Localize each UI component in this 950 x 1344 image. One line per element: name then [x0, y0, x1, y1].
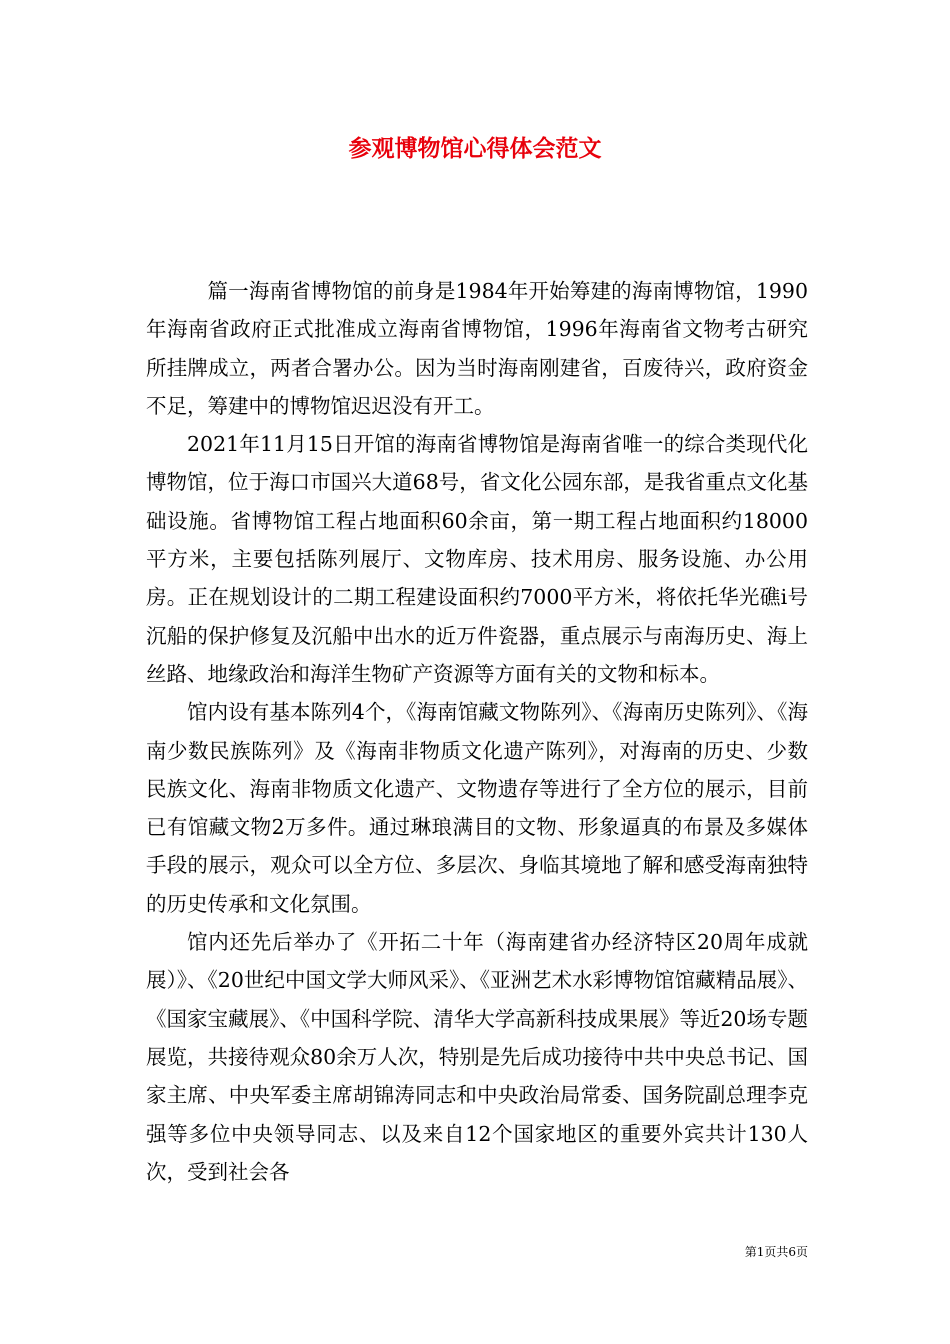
paragraph-2: 2021年11月15日开馆的海南省博物馆是海南省唯一的综合类现代化博物馆，位于海口市国兴大道68号，省文化公园东部，是我省重点文化基础设施。省博物馆工程占地面积60余亩，第一期工程占地面积约18000平方米，主要包括陈列展厅、文物库房、技术用房、服务设施、办公用房。正在规划设计的二期工程建设面积约7000平方米，将依托华光礁ⅰ号沉船的保护修复及沉船中出水的近万件瓷器，重点展示与南海历史、海上丝路、地缘政治和海洋生物矿产资源等方面有关的文物和标本。	[146, 432, 808, 686]
page-number-footer: 第1页共6页	[744, 1245, 808, 1259]
document-title: 参观博物馆心得体会范文	[348, 135, 602, 162]
document-body	[146, 272, 808, 1191]
paragraph-1: 篇一海南省博物馆的前身是1984年开始筹建的海南博物馆，1990年海南省政府正式批准成立海南省博物馆，1996年海南省文物考古研究所挂牌成立，两者合署办公。因为当时海南刚建省，百废待兴，政府资金不足，筹建中的博物馆迟迟没有开工。	[146, 279, 808, 418]
paragraph-3: 馆内设有基本陈列4个，《海南馆藏文物陈列》、《海南历史陈列》、《海南少数民族陈列》及《海南非物质文化遗产陈列》，对海南的历史、少数民族文化、海南非物质文化遗产、文物遗存等进行了全方位的展示，目前已有馆藏文物2万多件。通过琳琅满目的文物、形象逼真的布景及多媒体手段的展示，观众可以全方位、多层次、身临其境地了解和感受海南独特的历史传承和文化氛围。	[146, 700, 808, 916]
paragraph-4: 馆内还先后举办了《开拓二十年（海南建省办经济特区20周年成就展）》、《20世纪中国文学大师风采》、《亚洲艺术水彩博物馆馆藏精品展》、《国家宝藏展》、《中国科学院、清华大学高新科技成果展》等近20场专题展览，共接待观众80余万人次，特别是先后成功接待中共中央总书记、国家主席、中央军委主席胡锦涛同志和中央政治局常委、国务院副总理李克强等多位中央领导同志、以及来自12个国家地区的重要外宾共计130人次，受到社会各	[146, 930, 808, 1184]
